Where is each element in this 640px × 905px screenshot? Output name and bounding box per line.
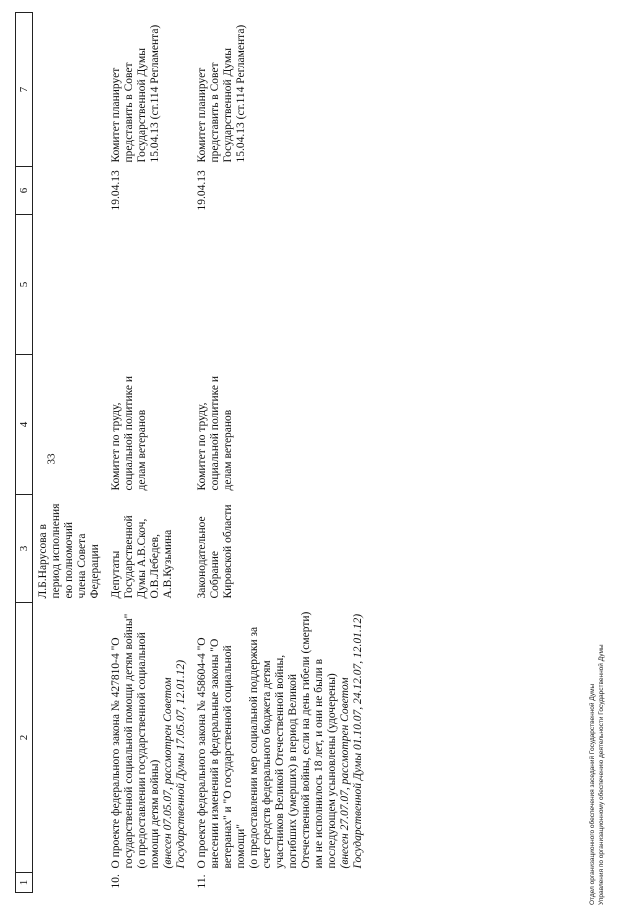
bill-author: Депутаты Государственной Думы А.В.Скоч, О.В.Лебедев, А.В.Кузьмина (110, 515, 174, 599)
header-col-6: 6 (16, 167, 33, 215)
review-date: 19.04.13 (110, 170, 122, 211)
review-status: Комитет планирует представить в Совет Государственной Думы 15.04.13 (ст.114 Регламента) (196, 24, 247, 163)
row-number: 11. (196, 874, 208, 889)
page-number: 33 (45, 453, 58, 465)
bill-description (108, 603, 194, 873)
row-number: 10. (110, 874, 122, 889)
header-col-7: 7 (16, 13, 33, 167)
agenda-table (15, 12, 371, 893)
header-col-3: 3 (16, 495, 33, 603)
review-date (33, 167, 109, 215)
review-date: 19.04.13 (196, 170, 208, 211)
bill-author: Л.Б.Нарусова в период исполнения ею полномочий члена Совета Федерации (37, 503, 101, 599)
table-row (108, 13, 194, 893)
table-row (194, 13, 371, 893)
column-5-cell (194, 215, 371, 355)
bill-title: О проекте федерального закона № 458604-4 "О внесении изменений в федеральные законы "О ветеранах" и "О государственной социальной помощи" (196, 637, 247, 869)
header-col-2: 2 (16, 603, 33, 873)
bill-history: (внесен 27.07.07, рассмотрен Советом Государственной Думы 01.10.07, 24.12.07, 12.01.12) (339, 613, 364, 869)
bill-title: О проекте федерального закона № 427810-4 "О государственной социальной помощи детям войны" (110, 613, 135, 869)
column-5-cell (108, 215, 194, 355)
footer-line-1: Отдел организационного обеспечения заседаний Государственной Думы (589, 683, 596, 905)
bill-summary: (о предоставлении мер социальной поддержки за счет средств федерального бюджета детям участников Великой Отечественной войны, погибших (умерших) в период Великой Отечественной войны, если на день гибели (смерти) им не исполнилось 18 лет, и они не были в последующем усыновлены (удочерены) (248, 611, 338, 869)
footer (588, 565, 606, 905)
review-status: Комитет планирует представить в Совет Государственной Думы 15.04.13 (ст.114 Регламента) (110, 24, 161, 163)
header-col-5: 5 (16, 215, 33, 355)
document-sheet (15, 13, 625, 893)
header-col-1: 1 (16, 873, 33, 893)
bill-history: (внесен 07.05.07, рассмотрен Советом Государственной Думы 17.05.07, 12.01.12) (162, 659, 187, 869)
table-row (33, 13, 109, 893)
bill-title (33, 603, 109, 873)
bill-author: Законодательное Собрание Кировской области (196, 504, 234, 599)
row-number (33, 873, 109, 893)
footer-line-2: Управления по организационному обеспечению деятельности Государственной Думы (598, 644, 605, 905)
responsible-committee: Комитет по труду, социальной политике и делам ветеранов (196, 375, 234, 491)
bill-description (194, 603, 371, 873)
header-col-4: 4 (16, 355, 33, 495)
bill-summary: (о предоставлении государственной социальной помощи детям войны) (136, 632, 161, 869)
review-status (33, 13, 109, 167)
responsible-committee: Комитет по труду, социальной политике и делам ветеранов (110, 375, 148, 491)
column-5-cell (33, 215, 109, 355)
responsible-committee (33, 355, 109, 495)
table-header-row (16, 13, 33, 893)
